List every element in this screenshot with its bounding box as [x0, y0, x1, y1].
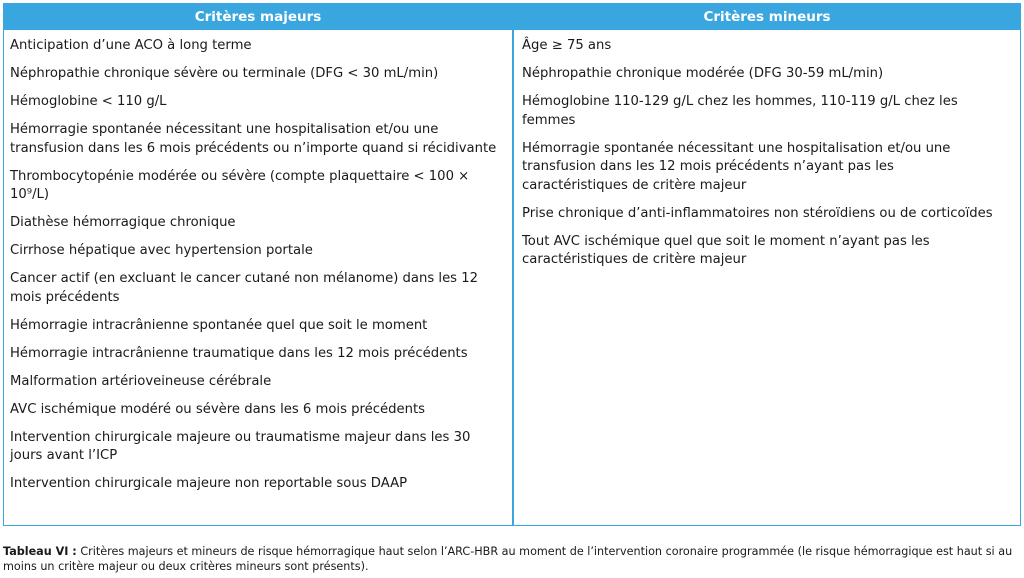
major-criterion: Hémoglobine < 110 g/L — [10, 94, 167, 109]
minor-criterion: Hémoglobine 110-129 g/L chez les hommes, 110-119 g/L chez les femmes — [522, 94, 958, 128]
major-criterion: AVC ischémique modéré ou sévère dans les 6 mois précédents — [10, 401, 425, 417]
minor-criterion: Néphropathie chronique modérée (DFG 30-59 mL/min) — [522, 66, 884, 81]
criteria-table — [3, 3, 1021, 526]
major-criteria-column — [4, 30, 512, 525]
minor-criterion: Tout AVC ischémique quel que soit le moment n’ayant pas les caractéristiques de critère majeur — [522, 233, 930, 267]
header-minor: Critères mineurs — [514, 4, 1020, 30]
major-criterion: Intervention chirurgicale majeure ou traumatisme majeur dans les 30 jours avant l’ICP — [10, 429, 471, 463]
major-criterion: Néphropathie chronique sévère ou terminale (DFG < 30 mL/min) — [10, 66, 439, 81]
minor-criterion: Prise chronique d’anti-inflammatoires non stéroïdiens ou de corticoïdes — [522, 205, 993, 221]
major-criterion: Hémorragie spontanée nécessitant une hospitalisation et/ou une transfusion dans les 6 mois précédents ou n’importe quand si récidivante — [10, 122, 497, 156]
major-criterion: Cancer actif (en excluant le cancer cutané non mélanome) dans les 12 mois précédents — [10, 271, 479, 305]
major-criterion: Cirrhose hépatique avec hypertension portale — [10, 243, 313, 258]
caption-text: Critères majeurs et mineurs de risque hémorragique haut selon l’ARC-HBR au moment de l’intervention coronaire programmée (le risque hémorragique est haut si au moins un critère majeur ou deux critères mineurs sont présents). — [3, 545, 1013, 573]
major-criterion: Intervention chirurgicale majeure non reportable sous DAAP — [10, 476, 408, 491]
minor-criterion: Âge ≥ 75 ans — [522, 38, 612, 53]
minor-criteria-column — [514, 30, 1020, 525]
major-criterion: Malformation artérioveineuse cérébrale — [10, 373, 272, 389]
major-criterion: Thrombocytopénie modérée ou sévère (compte plaquettaire < 100 × 10⁹/L) — [10, 168, 470, 202]
minor-criterion: Hémorragie spontanée nécessitant une hospitalisation et/ou une transfusion dans les 12 mois précédents n’ayant pas les caractéristiques de critère majeur — [522, 140, 951, 193]
major-criterion: Hémorragie intracrânienne spontanée quel que soit le moment — [10, 317, 428, 333]
caption-label: Tableau VI : — [3, 545, 77, 558]
major-criterion: Hémorragie intracrânienne traumatique dans les 12 mois précédents — [10, 345, 468, 361]
major-criterion: Anticipation d’une ACO à long terme — [10, 38, 252, 53]
table-caption — [3, 544, 1023, 574]
header-major: Critères majeurs — [4, 4, 512, 30]
major-criterion: Diathèse hémorragique chronique — [10, 215, 236, 230]
